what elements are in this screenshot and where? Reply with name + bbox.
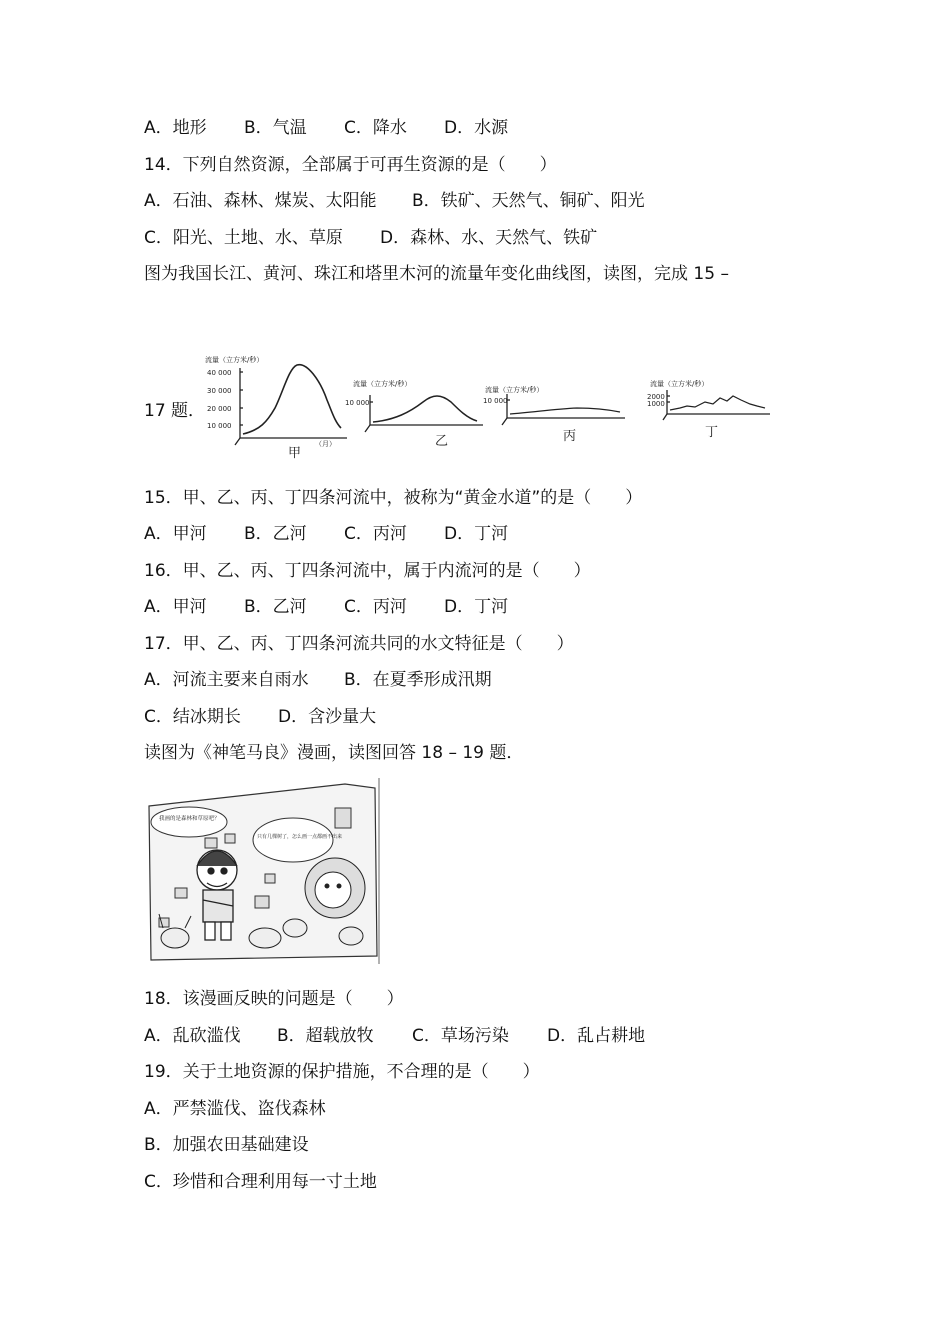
q15-stem: 15．甲、乙、丙、丁四条河流中，被称为“黄金水道”的是（ ） [144,488,643,508]
chart-yi-ylabel: 流量（立方米/秒） [353,380,412,388]
ytick-yi: 10 000 [345,399,370,407]
q15-options [144,522,508,546]
option-c: C．丙河 [344,524,407,544]
chart-jia-ylabel: 流量（立方米/秒） [205,356,264,364]
q18-stem: 18．该漫画反映的问题是（ ） [144,989,404,1009]
option-a: A．地形 [144,118,207,138]
comic-ma-liang [145,778,381,964]
comic-bubble-right: 只有几棵树了，怎么画一点都画不出来 [257,834,343,840]
option-b: B．在夏季形成汛期 [344,670,492,690]
ytick-30000: 30 000 [207,387,232,395]
q16-stem: 16．甲、乙、丙、丁四条河流中，属于内流河的是（ ） [144,561,591,581]
option-b: B．铁矿、天然气、铜矿、阳光 [412,191,645,211]
chart-bing-ylabel: 流量（立方米/秒） [485,386,544,394]
q17-stem: 17．甲、乙、丙、丁四条河流共同的水文特征是（ ） [144,634,574,654]
option-d: D．丁河 [444,524,509,544]
chart-bing-label: 丙 [563,429,577,444]
ytick-bing: 10 000 [483,397,508,405]
q15-intro: 图为我国长江、黄河、珠江和塔里木河的流量年变化曲线图，读图，完成 15 – [144,264,729,284]
option-d: D．含沙量大 [278,707,377,727]
option-b: B．乙河 [244,597,307,617]
option-d: D．丁河 [444,597,509,617]
ytick-10000: 10 000 [207,422,232,430]
q14-stem: 14．下列自然资源，全部属于可再生资源的是（ ） [144,155,557,175]
q19-stem: 19．关于土地资源的保护措施，不合理的是（ ） [144,1062,540,1082]
chart-ding-label: 丁 [705,425,719,440]
ytick-20000: 20 000 [207,405,232,413]
river-flow-charts [205,350,775,465]
option-a: A．石油、森林、煤炭、太阳能 [144,191,377,211]
chart-ding [663,390,770,420]
option-a: A．甲河 [144,524,207,544]
option-d: D．森林、水、天然气、铁矿 [380,228,598,248]
chart-yi-label: 乙 [435,434,449,449]
ytick-ding-2000: 2000 [647,393,665,401]
option-c: C．阳光、土地、水、草原 [144,228,343,248]
chart-jia-month: （月） [315,440,336,448]
q13-options [144,116,508,140]
comic-bubble-left: 我画的是森林和草原吧？ [159,816,220,822]
q14-options-cd [144,226,597,250]
q16-options [144,595,508,619]
q17-options-cd [144,705,376,729]
option-b: B．超载放牧 [277,1026,374,1046]
chart-ding-ylabel: 流量（立方米/秒） [650,380,709,388]
option-d: D．乱占耕地 [547,1026,646,1046]
option-a: A．甲河 [144,597,207,617]
option-c: C．降水 [344,118,407,138]
option-b: B．气温 [244,118,307,138]
q19-option-b: B．加强农田基础建设 [144,1135,309,1155]
option-d: D．水源 [444,118,509,138]
option-b: B．乙河 [244,524,307,544]
ytick-40000: 40 000 [207,369,232,377]
chart-jia-label: 甲 [288,446,302,461]
option-c: C．丙河 [344,597,407,617]
q14-options-ab [144,189,645,213]
q15-intro-cont: 17 题． [144,401,206,421]
option-c: C．草场污染 [412,1026,509,1046]
chart-bing [502,394,625,425]
option-a: A．河流主要来自雨水 [144,670,309,690]
q17-options-ab [144,668,492,692]
q18-options [144,1024,645,1048]
q19-option-a: A．严禁滥伐、盗伐森林 [144,1099,326,1119]
ytick-ding-1000: 1000 [647,400,665,408]
chart-jia [235,365,347,445]
chart-yi [365,395,483,432]
option-a: A．乱砍滥伐 [144,1026,241,1046]
q18-intro: 读图为《神笔马良》漫画，读图回答 18 – 19 题． [144,743,524,763]
q19-option-c: C．珍惜和合理利用每一寸土地 [144,1172,377,1192]
option-c: C．结冰期长 [144,707,241,727]
